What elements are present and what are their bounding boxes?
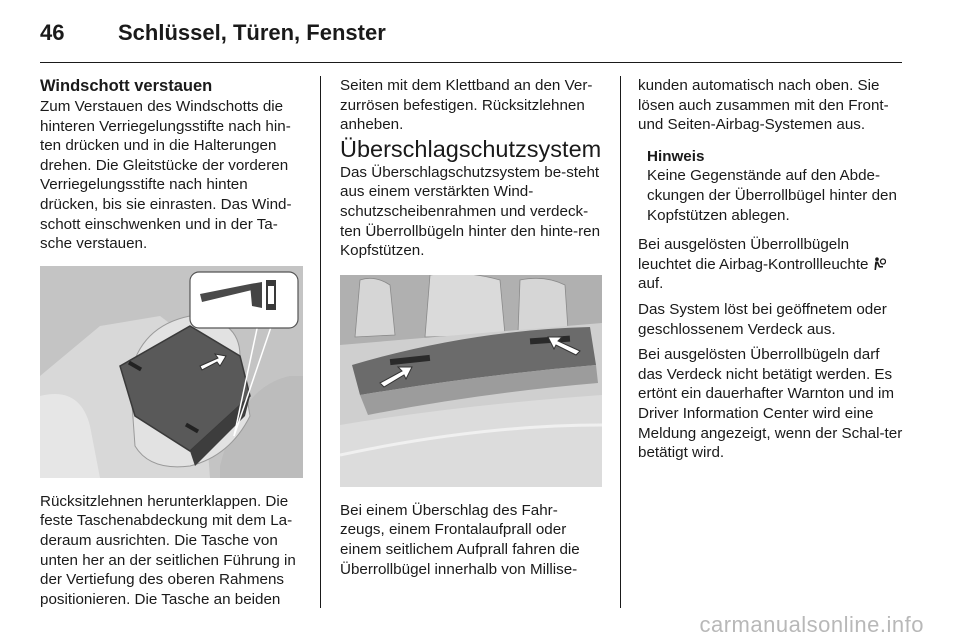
figure-rollover-bars — [340, 275, 602, 487]
paragraph-rollover-description: Das Überschlagschutzsystem be-steht aus einem verstärkten Wind-schutzscheibenrahmen und verdeck-ten Überrollbügeln hinter den hinte-ren Kopfstützen. — [340, 163, 601, 260]
column-divider-2 — [620, 76, 621, 608]
watermark: carmanualsonline.info — [699, 612, 924, 637]
paragraph-airbag-light: Bei ausgelösten Überrollbügeln leuchtet die Airbag-Kontrollleuchte auf. — [638, 235, 904, 294]
paragraph-rollover-continue: kunden automatisch nach oben. Sie lösen auch zusammen mit den Front- und Seiten-Airbag-Systemen aus. — [638, 77, 889, 134]
column-left — [40, 76, 304, 609]
column-divider-1 — [320, 76, 321, 608]
note-text: Keine Gegenstände auf den Abde-ckungen der Überrollbügel hinter den Kopfstützen ablegen. — [647, 167, 897, 224]
section-heading-rollover: Überschlagschutzsystem — [340, 135, 602, 162]
airbag-warning-icon — [873, 257, 886, 271]
page-number: 46 — [40, 20, 65, 45]
paragraph-windschott-stow: Zum Verstauen des Windschotts die hinteren Verriegelungsstifte nach hin-ten drücken und in die Halterungen drehen. Die Gleitstücke der vorderen Verriegelungsstifte nach hinten drücken, bis sie einrasten. Das Wind-schott einschwenken und in der Ta-sche verstauen. — [40, 98, 292, 253]
paragraph-bag-position: Rücksitzlehnen herunterklappen. Die feste Taschenabdeckung mit dem La-deraum ausrichten. Die Tasche von unten her an der seitlichen Führung in der Vertiefung des oberen Rahmens positionieren. Die Tasche an beiden — [40, 492, 296, 608]
header-rule — [40, 62, 902, 63]
paragraph-rollover-trigger: Bei einem Überschlag des Fahr-zeugs, einem Frontalaufprall oder einem seitlichem Aufprall fahren die Überrollbügel innerhalb von Millise- — [340, 501, 580, 578]
paragraph-system-trigger: Das System löst bei geöffnetem oder geschlossenem Verdeck aus. — [638, 300, 887, 338]
paragraph-velcro-continue: Seiten mit dem Klettband an den Ver-zurrösen befestigen. Rücksitzlehnen anheben. — [340, 77, 593, 134]
paragraph-roof-warning: Bei ausgelösten Überrollbügeln darf das Verdeck nicht betätigt werden. Es ertönt ein dauerhafter Warnton und im Driver Information Center wird eine Meldung angezeigt, wenn der Schal-ter betätigt wird. — [638, 346, 903, 462]
column-right — [638, 76, 904, 463]
figure-windschott-bag — [40, 266, 303, 478]
note-title: Hinweis — [647, 147, 705, 165]
page-title: Schlüssel, Türen, Fenster — [118, 20, 386, 45]
page-header — [40, 18, 386, 48]
column-middle — [340, 76, 602, 579]
note-box — [638, 147, 904, 225]
section-heading-windschott: Windschott verstauen — [40, 77, 213, 95]
